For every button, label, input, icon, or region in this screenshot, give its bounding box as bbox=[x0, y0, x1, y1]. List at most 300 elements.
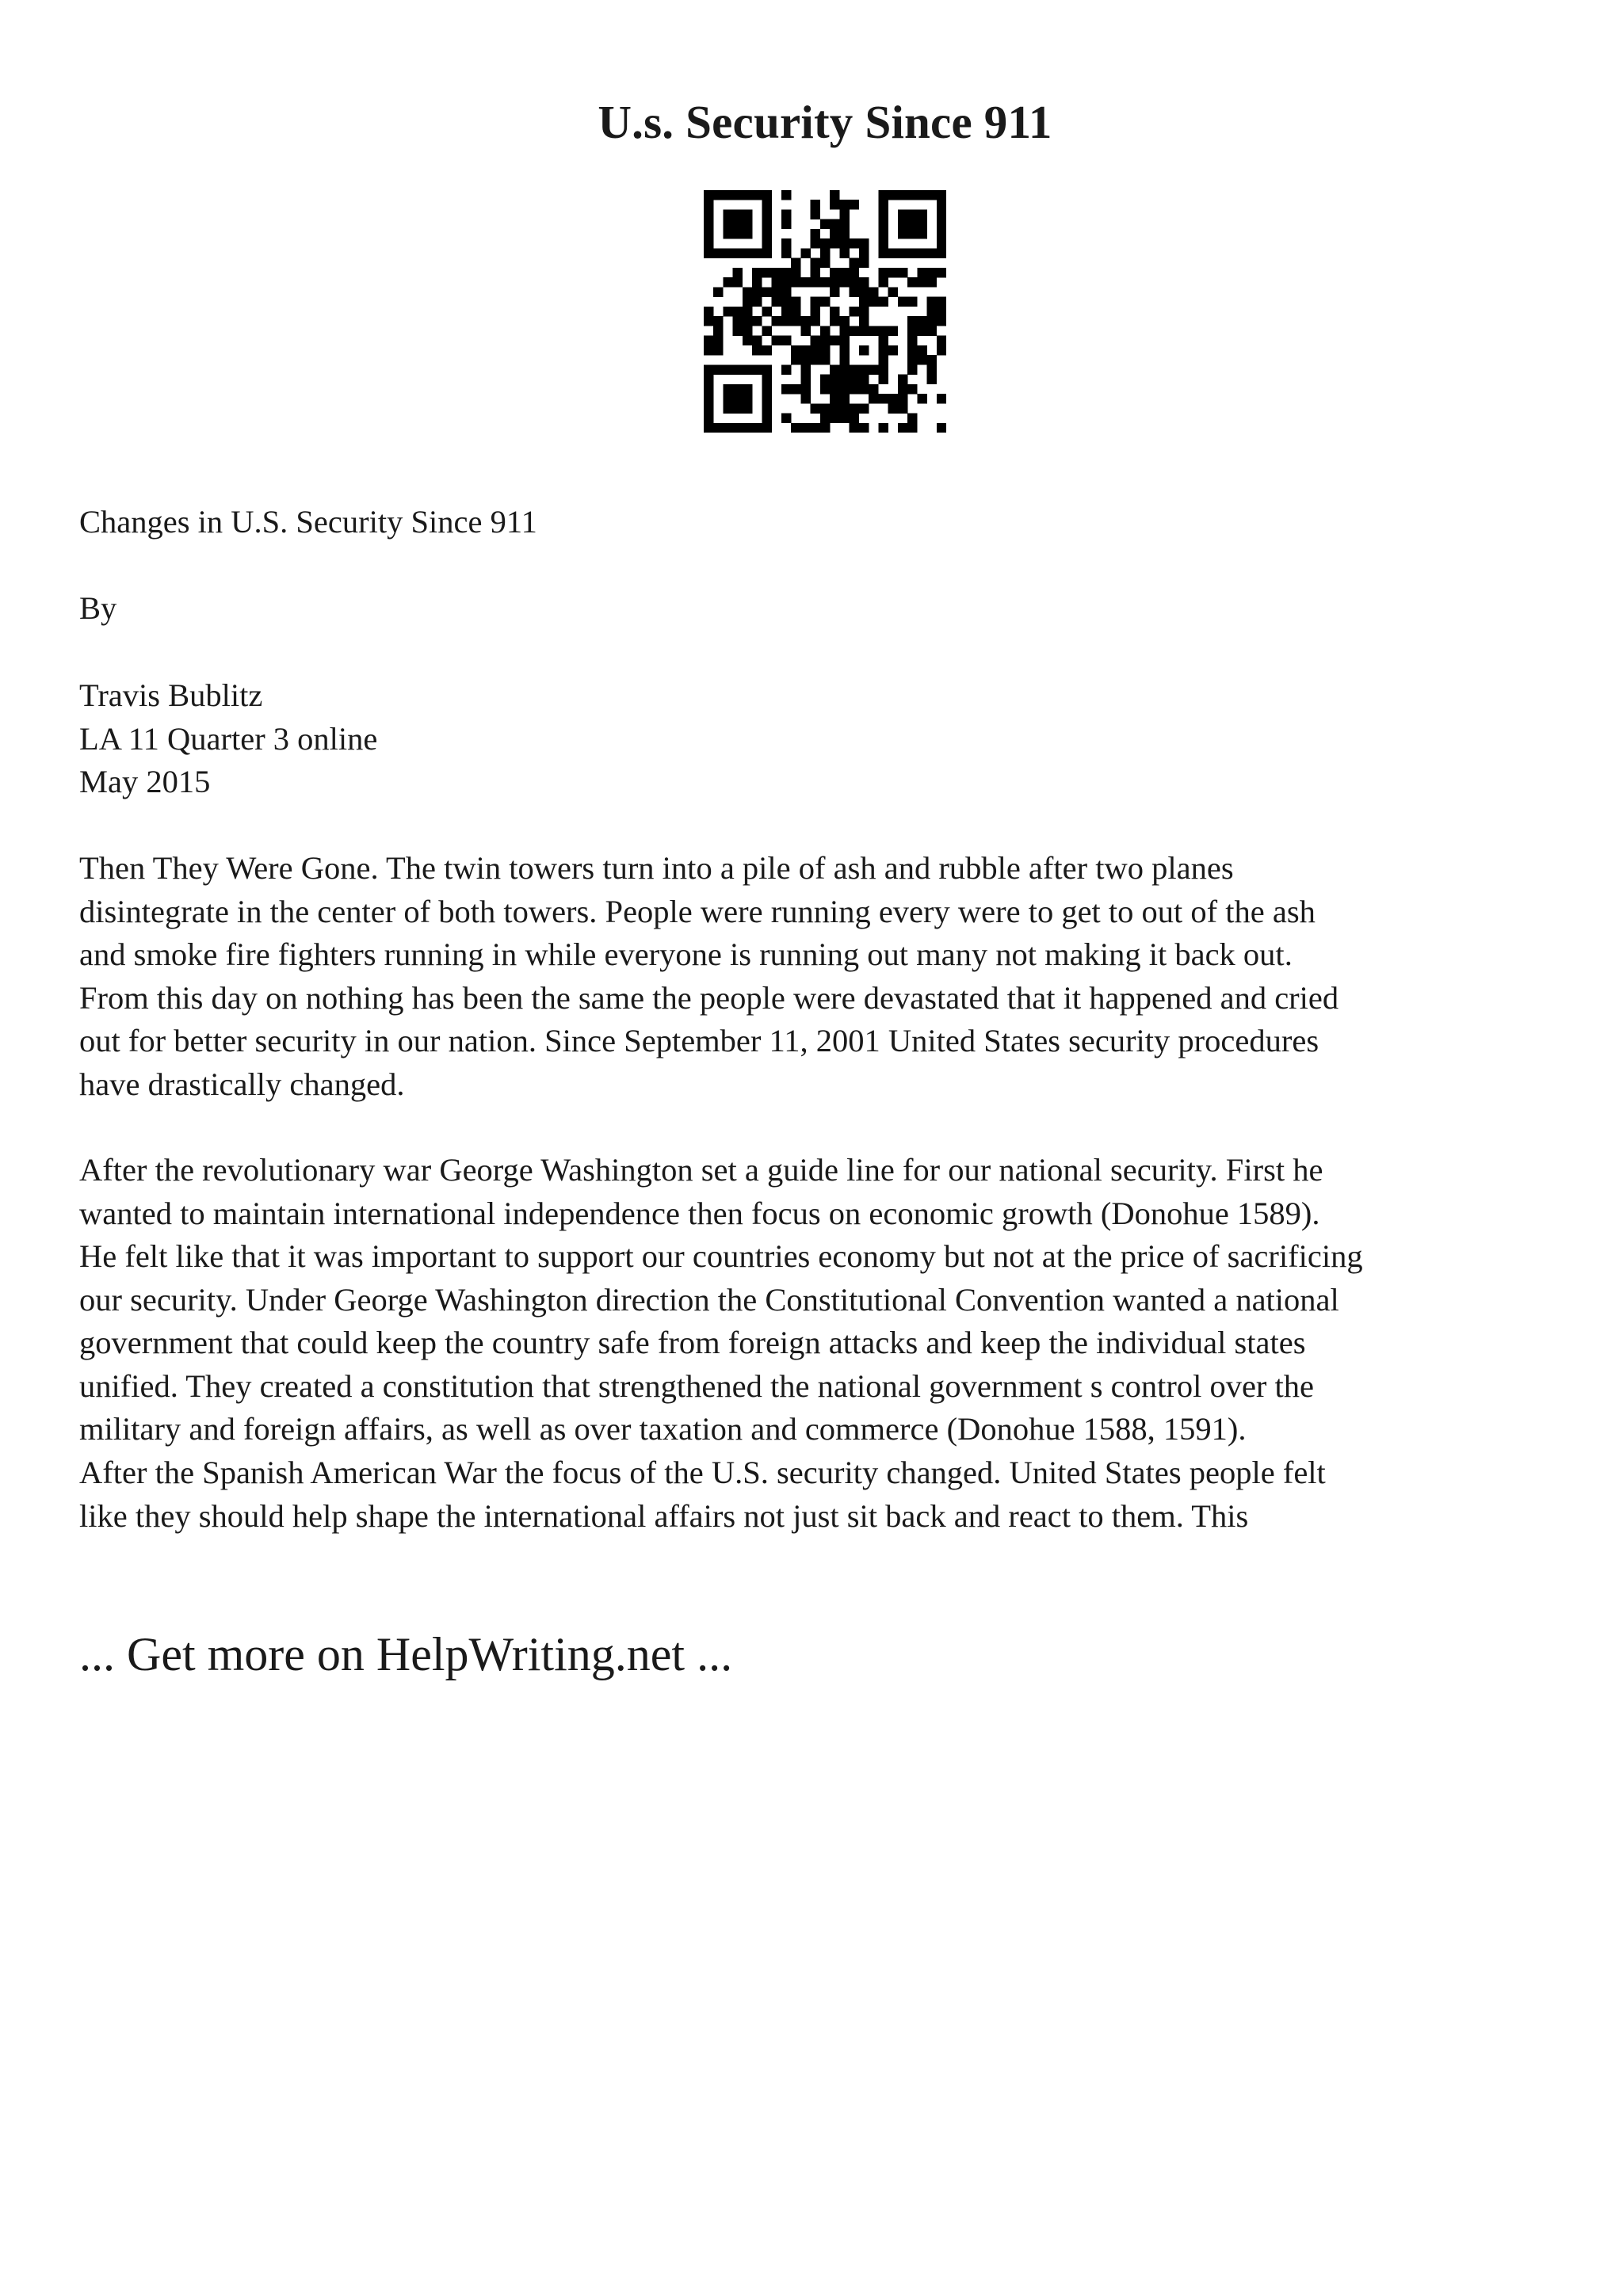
qr-module bbox=[752, 345, 762, 355]
paragraph-line: and smoke fire fighters running in while everyone is running out many not making it back out. bbox=[79, 936, 1293, 972]
qr-module bbox=[743, 423, 752, 433]
qr-module bbox=[830, 394, 839, 403]
qr-module bbox=[859, 403, 869, 413]
author-block bbox=[79, 674, 1585, 804]
qr-module bbox=[762, 345, 771, 355]
qr-module bbox=[907, 190, 917, 200]
qr-module bbox=[820, 336, 830, 345]
qr-module bbox=[927, 268, 937, 277]
qr-module bbox=[898, 268, 907, 277]
qr-module bbox=[743, 384, 752, 394]
qr-module bbox=[927, 316, 937, 326]
qr-module bbox=[839, 414, 849, 423]
byline-text: By bbox=[79, 590, 117, 626]
qr-module bbox=[800, 277, 810, 287]
qr-module bbox=[888, 394, 898, 403]
qr-module bbox=[839, 238, 849, 248]
qr-module bbox=[743, 209, 752, 219]
qr-module bbox=[839, 209, 849, 219]
qr-module bbox=[839, 394, 849, 403]
qr-module bbox=[704, 238, 713, 248]
qr-module bbox=[869, 364, 878, 374]
qr-module bbox=[713, 287, 723, 296]
qr-module bbox=[937, 238, 946, 248]
qr-module bbox=[907, 414, 917, 423]
qr-module bbox=[907, 423, 917, 433]
qr-module bbox=[898, 248, 907, 257]
qr-module bbox=[830, 277, 839, 287]
qr-module bbox=[898, 219, 907, 229]
qr-module bbox=[820, 277, 830, 287]
qr-module bbox=[762, 403, 771, 413]
qr-module bbox=[937, 190, 946, 200]
qr-module bbox=[888, 268, 898, 277]
qr-module bbox=[752, 336, 762, 345]
qr-module bbox=[830, 190, 839, 200]
qr-module bbox=[762, 423, 771, 433]
qr-module bbox=[772, 277, 781, 287]
qr-module bbox=[839, 268, 849, 277]
qr-module bbox=[791, 297, 800, 307]
qr-module bbox=[850, 423, 859, 433]
qr-module bbox=[811, 355, 820, 364]
qr-module bbox=[850, 200, 859, 209]
qr-module bbox=[859, 248, 869, 257]
qr-module bbox=[733, 277, 743, 287]
qr-module bbox=[859, 384, 869, 394]
qr-module bbox=[937, 200, 946, 209]
paragraph-line: After the revolutionary war George Washington set a guide line for our national security. First he bbox=[79, 1152, 1323, 1188]
qr-module bbox=[917, 326, 926, 335]
qr-module bbox=[859, 238, 869, 248]
qr-module bbox=[917, 355, 926, 364]
qr-module bbox=[713, 248, 723, 257]
qr-module bbox=[713, 316, 723, 326]
qr-module bbox=[888, 326, 898, 335]
qr-module bbox=[811, 229, 820, 238]
qr-module bbox=[743, 248, 752, 257]
qr-module bbox=[781, 384, 791, 394]
qr-module bbox=[752, 277, 762, 287]
qr-module bbox=[723, 219, 732, 229]
paragraph-line: government that could keep the country safe from foreign attacks and keep the individual states bbox=[79, 1325, 1306, 1360]
qr-module bbox=[800, 384, 810, 394]
author-name: Travis Bublitz bbox=[79, 677, 263, 713]
qr-module bbox=[704, 364, 713, 374]
qr-module bbox=[927, 375, 937, 384]
qr-module bbox=[733, 384, 743, 394]
qr-module bbox=[743, 364, 752, 374]
qr-module bbox=[752, 364, 762, 374]
qr-module bbox=[878, 219, 888, 229]
qr-module bbox=[927, 297, 937, 307]
qr-module bbox=[723, 403, 732, 413]
qr-module bbox=[850, 403, 859, 413]
qr-module bbox=[704, 248, 713, 257]
qr-module bbox=[781, 364, 791, 374]
qr-module bbox=[791, 307, 800, 316]
qr-module bbox=[743, 307, 752, 316]
qr-module bbox=[781, 190, 791, 200]
qr-module bbox=[830, 219, 839, 229]
qr-module bbox=[781, 248, 791, 257]
qr-module bbox=[762, 414, 771, 423]
qr-module bbox=[781, 316, 791, 326]
qr-module bbox=[781, 238, 791, 248]
qr-module bbox=[839, 384, 849, 394]
qr-module bbox=[839, 345, 849, 355]
qr-module bbox=[704, 403, 713, 413]
qr-module bbox=[859, 307, 869, 316]
qr-module bbox=[811, 258, 820, 268]
paragraph-line: From this day on nothing has been the same the people were devastated that it happened and cried bbox=[79, 979, 1339, 1016]
qr-module bbox=[850, 384, 859, 394]
qr-module bbox=[791, 423, 800, 433]
qr-module bbox=[820, 355, 830, 364]
qr-module bbox=[878, 248, 888, 257]
qr-module bbox=[850, 414, 859, 423]
qr-module bbox=[723, 394, 732, 403]
paragraph-2 bbox=[79, 1149, 1585, 1451]
qr-module bbox=[723, 307, 732, 316]
paragraph-line: After the Spanish American War the focus of the U.S. security changed. United States people felt bbox=[79, 1455, 1326, 1490]
paragraph-line: wanted to maintain international independence then focus on economic growth (Donohue 1589). bbox=[79, 1195, 1320, 1231]
qr-module bbox=[917, 316, 926, 326]
qr-module bbox=[713, 336, 723, 345]
qr-module bbox=[888, 190, 898, 200]
qr-module bbox=[733, 268, 743, 277]
qr-module bbox=[937, 307, 946, 316]
qr-module bbox=[907, 345, 917, 355]
qr-module bbox=[859, 258, 869, 268]
qr-module bbox=[917, 209, 926, 219]
qr-module bbox=[781, 277, 791, 287]
qr-module bbox=[898, 384, 907, 394]
qr-module bbox=[781, 414, 791, 423]
qr-module bbox=[898, 190, 907, 200]
qr-module bbox=[859, 345, 869, 355]
qr-module bbox=[878, 355, 888, 364]
qr-module bbox=[878, 297, 888, 307]
qr-module bbox=[762, 190, 771, 200]
qr-module bbox=[859, 375, 869, 384]
qr-module bbox=[743, 326, 752, 335]
qr-module bbox=[723, 384, 732, 394]
qr-module bbox=[878, 238, 888, 248]
qr-module bbox=[811, 209, 820, 219]
qr-module bbox=[704, 384, 713, 394]
qr-module bbox=[704, 316, 713, 326]
qr-module bbox=[811, 423, 820, 433]
paragraph-line: unified. They created a constitution that strengthened the national government s control over the bbox=[79, 1367, 1315, 1404]
qr-module bbox=[791, 268, 800, 277]
qr-module bbox=[878, 364, 888, 374]
qr-module bbox=[917, 268, 926, 277]
qr-module bbox=[907, 384, 917, 394]
qr-module bbox=[723, 277, 732, 287]
qr-module bbox=[820, 238, 830, 248]
qr-module bbox=[878, 394, 888, 403]
qr-module bbox=[762, 229, 771, 238]
qr-module bbox=[811, 277, 820, 287]
qr-module bbox=[723, 364, 732, 374]
qr-module bbox=[820, 248, 830, 257]
qr-module bbox=[830, 268, 839, 277]
qr-module bbox=[791, 277, 800, 287]
qr-module bbox=[937, 316, 946, 326]
qr-module bbox=[937, 345, 946, 355]
qr-module bbox=[811, 307, 820, 316]
paragraph-line: have drastically changed. bbox=[79, 1066, 405, 1102]
qr-module bbox=[820, 297, 830, 307]
qr-module bbox=[878, 277, 888, 287]
qr-module bbox=[937, 423, 946, 433]
qr-module bbox=[907, 316, 917, 326]
qr-module bbox=[927, 190, 937, 200]
qr-module bbox=[820, 326, 830, 335]
qr-module bbox=[888, 287, 898, 296]
qr-module bbox=[898, 403, 907, 413]
qr-module bbox=[898, 394, 907, 403]
qr-module bbox=[937, 209, 946, 219]
qr-module bbox=[850, 326, 859, 335]
qr-module bbox=[800, 394, 810, 403]
qr-module bbox=[704, 229, 713, 238]
paragraph-line: out for better security in our nation. Since September 11, 2001 United States security procedures bbox=[79, 1023, 1319, 1058]
qr-module bbox=[927, 326, 937, 335]
qr-module bbox=[733, 190, 743, 200]
qr-module bbox=[830, 316, 839, 326]
paragraph-1 bbox=[79, 847, 1585, 1106]
qr-module bbox=[898, 375, 907, 384]
qr-module bbox=[878, 326, 888, 335]
qr-code-icon bbox=[704, 190, 946, 433]
qr-module bbox=[820, 258, 830, 268]
qr-module bbox=[850, 238, 859, 248]
qr-module bbox=[937, 394, 946, 403]
qr-module bbox=[723, 229, 732, 238]
qr-module bbox=[839, 375, 849, 384]
qr-module bbox=[791, 316, 800, 326]
qr-module bbox=[800, 423, 810, 433]
qr-module bbox=[743, 336, 752, 345]
qr-module bbox=[772, 316, 781, 326]
qr-module bbox=[743, 219, 752, 229]
qr-module bbox=[800, 248, 810, 257]
qr-module bbox=[733, 394, 743, 403]
qr-module bbox=[704, 209, 713, 219]
qr-module bbox=[811, 403, 820, 413]
qr-module bbox=[869, 326, 878, 335]
qr-module bbox=[878, 375, 888, 384]
qr-module bbox=[927, 248, 937, 257]
qr-module bbox=[830, 375, 839, 384]
qr-module bbox=[752, 316, 762, 326]
qr-module bbox=[937, 297, 946, 307]
byline-label bbox=[79, 587, 1585, 631]
qr-module bbox=[811, 297, 820, 307]
qr-module bbox=[811, 200, 820, 209]
qr-module bbox=[762, 287, 771, 296]
qr-module bbox=[839, 403, 849, 413]
qr-module bbox=[752, 423, 762, 433]
qr-module bbox=[752, 297, 762, 307]
qr-module bbox=[820, 403, 830, 413]
qr-module bbox=[762, 268, 771, 277]
qr-module bbox=[713, 423, 723, 433]
qr-module bbox=[907, 277, 917, 287]
qr-module bbox=[820, 375, 830, 384]
qr-module bbox=[859, 423, 869, 433]
qr-module bbox=[830, 403, 839, 413]
qr-module bbox=[937, 336, 946, 345]
qr-module bbox=[752, 268, 762, 277]
qr-module bbox=[800, 364, 810, 374]
qr-module bbox=[800, 316, 810, 326]
essay-heading bbox=[79, 501, 1585, 544]
qr-module bbox=[839, 219, 849, 229]
get-more-link[interactable]: ... Get more on HelpWriting.net ... bbox=[79, 1628, 733, 1680]
qr-module bbox=[878, 336, 888, 345]
qr-module bbox=[713, 345, 723, 355]
qr-module bbox=[704, 414, 713, 423]
qr-module bbox=[811, 268, 820, 277]
qr-module bbox=[850, 287, 859, 296]
qr-module bbox=[888, 248, 898, 257]
qr-module bbox=[800, 375, 810, 384]
qr-module bbox=[859, 316, 869, 326]
qr-module bbox=[733, 364, 743, 374]
qr-module bbox=[937, 268, 946, 277]
qr-module bbox=[781, 307, 791, 316]
qr-module bbox=[830, 384, 839, 394]
qr-module bbox=[850, 307, 859, 316]
qr-module bbox=[791, 384, 800, 394]
paragraph-line: disintegrate in the center of both towers. People were running every were to get to out of the ash bbox=[79, 893, 1316, 929]
qr-module bbox=[830, 200, 839, 209]
qr-module bbox=[704, 190, 713, 200]
qr-module bbox=[839, 316, 849, 326]
qr-module bbox=[850, 268, 859, 277]
course-name: LA 11 Quarter 3 online bbox=[79, 720, 378, 757]
qr-module bbox=[850, 277, 859, 287]
qr-module bbox=[917, 345, 926, 355]
qr-module bbox=[927, 355, 937, 364]
qr-module bbox=[772, 336, 781, 345]
qr-module bbox=[830, 336, 839, 345]
qr-module bbox=[733, 423, 743, 433]
qr-module bbox=[820, 414, 830, 423]
qr-module bbox=[869, 287, 878, 296]
qr-module bbox=[839, 229, 849, 238]
qr-module bbox=[830, 229, 839, 238]
qr-module bbox=[733, 219, 743, 229]
qr-module bbox=[878, 423, 888, 433]
qr-module bbox=[811, 345, 820, 355]
qr-module bbox=[752, 287, 762, 296]
qr-module bbox=[791, 355, 800, 364]
qr-module bbox=[839, 336, 849, 345]
qr-module bbox=[927, 307, 937, 316]
qr-module bbox=[704, 394, 713, 403]
qr-module bbox=[830, 307, 839, 316]
qr-module bbox=[713, 190, 723, 200]
qr-module bbox=[752, 248, 762, 257]
qr-module bbox=[917, 229, 926, 238]
qr-module bbox=[850, 364, 859, 374]
qr-module bbox=[927, 277, 937, 287]
qr-module bbox=[772, 268, 781, 277]
qr-module bbox=[859, 364, 869, 374]
qr-module bbox=[781, 336, 791, 345]
qr-module bbox=[733, 403, 743, 413]
qr-module bbox=[878, 190, 888, 200]
qr-module bbox=[820, 345, 830, 355]
essay-heading-text: Changes in U.S. Security Since 911 bbox=[79, 504, 537, 540]
qr-module bbox=[907, 355, 917, 364]
qr-module bbox=[839, 200, 849, 209]
qr-module bbox=[850, 258, 859, 268]
qr-module bbox=[704, 423, 713, 433]
qr-module bbox=[937, 229, 946, 238]
qr-module bbox=[878, 345, 888, 355]
paragraph-line: like they should help shape the international affairs not just sit back and react to them. This bbox=[79, 1497, 1249, 1534]
qr-module bbox=[859, 326, 869, 335]
qr-module bbox=[917, 248, 926, 257]
qr-module bbox=[733, 316, 743, 326]
qr-module bbox=[907, 326, 917, 335]
qr-module bbox=[781, 219, 791, 229]
qr-module bbox=[878, 229, 888, 238]
qr-module bbox=[762, 375, 771, 384]
qr-module bbox=[811, 238, 820, 248]
paragraph-line: He felt like that it was important to support our countries economy but not at the price of sacrificing bbox=[79, 1238, 1363, 1274]
qr-module bbox=[791, 345, 800, 355]
qr-module bbox=[927, 364, 937, 374]
qr-module bbox=[907, 297, 917, 307]
qr-module bbox=[713, 364, 723, 374]
qr-module bbox=[898, 209, 907, 219]
qr-module bbox=[811, 316, 820, 326]
paragraph-line: military and foreign affairs, as well as over taxation and commerce (Donohue 1588, 1591). bbox=[79, 1411, 1247, 1447]
qr-module bbox=[704, 307, 713, 316]
qr-module bbox=[937, 248, 946, 257]
qr-module bbox=[791, 258, 800, 268]
qr-module bbox=[762, 219, 771, 229]
qr-module bbox=[907, 248, 917, 257]
qr-module bbox=[704, 375, 713, 384]
qr-module bbox=[723, 423, 732, 433]
qr-module bbox=[830, 238, 839, 248]
qr-module bbox=[762, 200, 771, 209]
paragraph-line: our security. Under George Washington direction the Constitutional Convention wanted a national bbox=[79, 1281, 1339, 1318]
qr-module bbox=[830, 364, 839, 374]
qr-module bbox=[800, 345, 810, 355]
qr-module bbox=[839, 326, 849, 335]
qr-module bbox=[762, 209, 771, 219]
qr-module bbox=[704, 200, 713, 209]
qr-module bbox=[743, 229, 752, 238]
qr-module bbox=[917, 190, 926, 200]
qr-module bbox=[917, 394, 926, 403]
qr-module bbox=[704, 219, 713, 229]
qr-module bbox=[917, 277, 926, 287]
paragraph-line: Then They Were Gone. The twin towers turn into a pile of ash and rubble after two planes bbox=[79, 850, 1234, 886]
qr-module bbox=[898, 229, 907, 238]
qr-module bbox=[772, 287, 781, 296]
qr-module bbox=[743, 403, 752, 413]
qr-module bbox=[888, 403, 898, 413]
